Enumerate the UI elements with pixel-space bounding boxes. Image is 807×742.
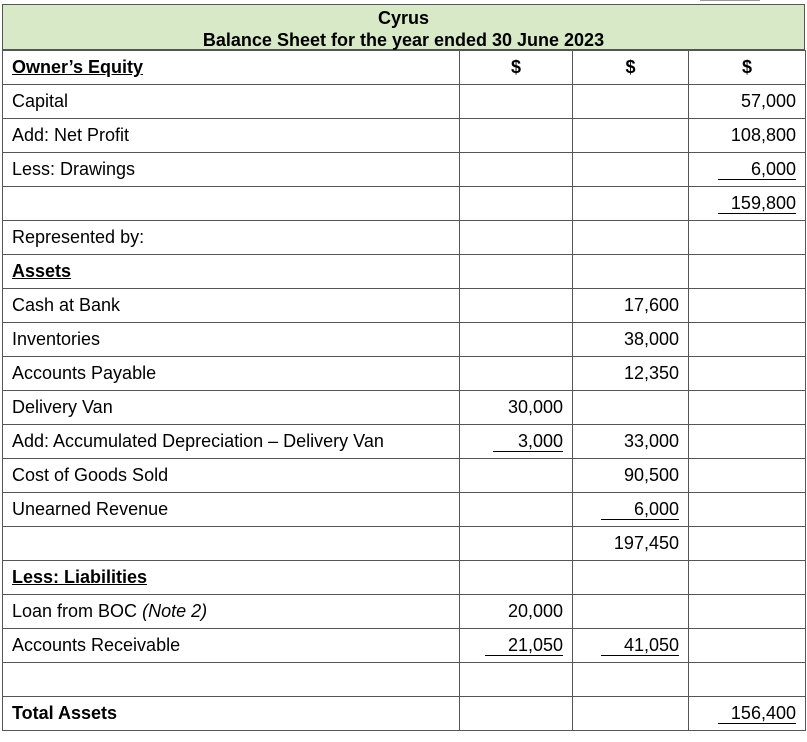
delivery-van-value: 30,000	[460, 391, 573, 425]
capital-value: 57,000	[689, 85, 806, 119]
drawings-value: 6,000	[718, 159, 796, 180]
table-row	[3, 153, 806, 187]
table-row	[3, 255, 806, 289]
table-row	[3, 629, 806, 663]
col3-currency: $	[689, 51, 806, 85]
van-net-value: 33,000	[573, 425, 689, 459]
sheet-title: Balance Sheet for the year ended 30 June 2023	[202, 30, 605, 50]
acc-depreciation-value: 3,000	[493, 431, 563, 452]
table-row	[3, 119, 806, 153]
accounts-receivable-value: 21,050	[485, 635, 563, 656]
row-label: Delivery Van	[3, 391, 460, 425]
table-header-row	[3, 51, 806, 85]
table-row	[3, 289, 806, 323]
liabilities-heading: Less: Liabilities	[3, 561, 460, 595]
cogs-value: 90,500	[573, 459, 689, 493]
assets-heading: Assets	[3, 255, 460, 289]
table-row	[3, 85, 806, 119]
balance-table	[2, 50, 806, 731]
net-profit-value: 108,800	[689, 119, 806, 153]
owners-equity-heading: Owner’s Equity	[3, 51, 460, 85]
row-label: Cost of Goods Sold	[3, 459, 460, 493]
equity-total-value: 159,800	[718, 193, 796, 214]
table-row	[3, 459, 806, 493]
table-row	[3, 697, 806, 731]
unearned-revenue-value: 6,000	[601, 499, 679, 520]
cash-at-bank-value: 17,600	[573, 289, 689, 323]
balance-sheet	[2, 4, 805, 731]
table-row	[3, 425, 806, 459]
assets-subtotal-value: 197,450	[573, 527, 689, 561]
table-row	[3, 323, 806, 357]
row-label: Inventories	[3, 323, 460, 357]
row-label: Unearned Revenue	[3, 493, 460, 527]
sheet-title-band	[2, 4, 805, 50]
row-label: Less: Drawings	[3, 153, 460, 187]
table-row	[3, 357, 806, 391]
table-row	[3, 187, 806, 221]
company-name: Cyrus	[377, 8, 430, 28]
row-label: Add: Accumulated Depreciation – Delivery Van	[3, 425, 460, 459]
represented-by-label: Represented by:	[3, 221, 460, 255]
scan-artifact-line	[700, 0, 760, 1]
table-row	[3, 527, 806, 561]
accounts-payable-value: 12,350	[573, 357, 689, 391]
row-label: Capital	[3, 85, 460, 119]
table-row	[3, 493, 806, 527]
total-assets-label: Total Assets	[3, 697, 460, 731]
row-label: Cash at Bank	[3, 289, 460, 323]
col1-currency: $	[460, 51, 573, 85]
inventories-value: 38,000	[573, 323, 689, 357]
table-row	[3, 391, 806, 425]
table-row	[3, 663, 806, 697]
table-row	[3, 221, 806, 255]
row-label: Accounts Payable	[3, 357, 460, 391]
row-label: Loan from BOC	[12, 601, 138, 621]
liabilities-total-value: 41,050	[601, 635, 679, 656]
row-label: Add: Net Profit	[3, 119, 460, 153]
row-label: Accounts Receivable	[3, 629, 460, 663]
total-assets-value: 156,400	[718, 703, 796, 724]
col2-currency: $	[573, 51, 689, 85]
table-row	[3, 595, 806, 629]
loan-boc-value: 20,000	[460, 595, 573, 629]
note-reference: (Note 2)	[142, 601, 208, 621]
table-row	[3, 561, 806, 595]
